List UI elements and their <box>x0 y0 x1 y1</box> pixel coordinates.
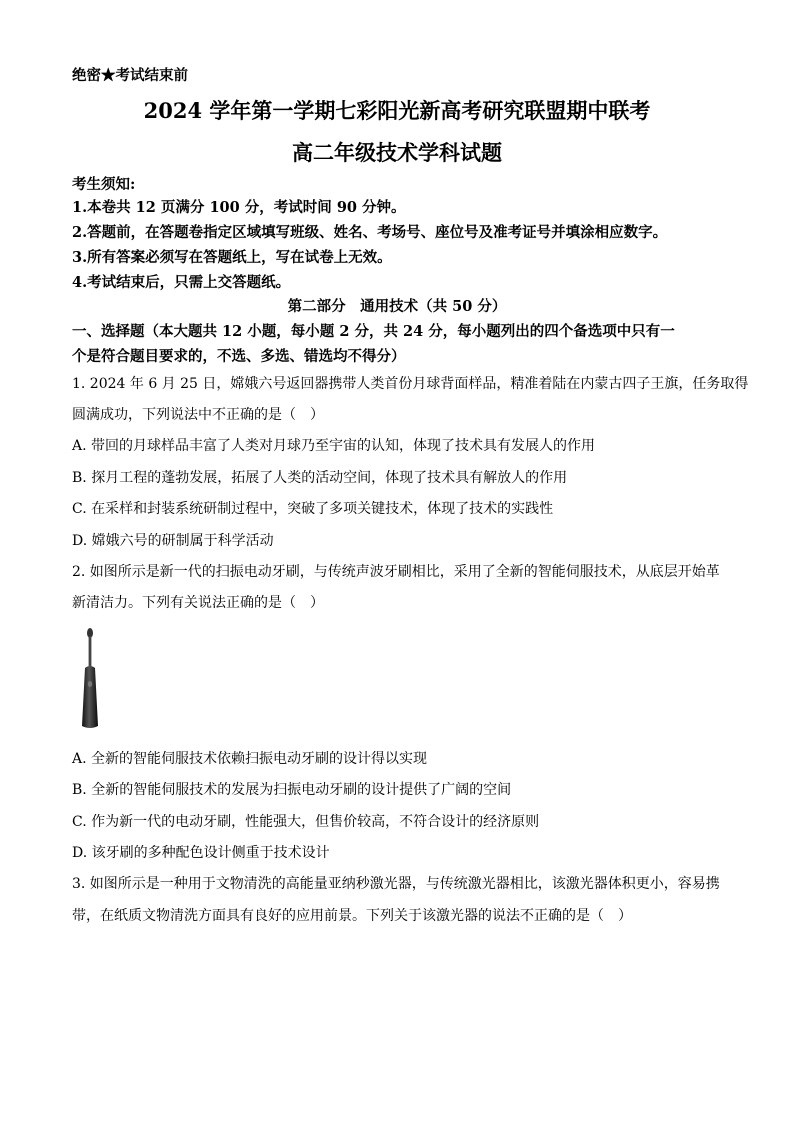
note-item-2: 2.答题前，在答题卷指定区域填写班级、姓名、考场号、座位号及准考证号并填涂相应数字。 <box>72 224 668 241</box>
toothbrush-image <box>76 628 104 730</box>
q2-option-b: B. 全新的智能伺服技术的发展为扫振电动牙刷的设计提供了广阔的空间 <box>72 782 512 798</box>
q2-option-d: D. 该牙刷的多种配色设计侧重于技术设计 <box>72 845 330 861</box>
section-title: 第二部分 通用技术（共 50 分） <box>287 298 507 315</box>
note-item-4: 4.考试结束后，只需上交答题纸。 <box>72 274 291 291</box>
exam-title: 2024 学年第一学期七彩阳光新高考研究联盟期中联考 <box>143 98 651 123</box>
q1-option-a: A. 带回的月球样品丰富了人类对月球乃至宇宙的认知，体现了技术具有发展人的作用 <box>72 438 596 454</box>
note-item-3: 3.所有答案必须写在答题纸上，写在试卷上无效。 <box>72 249 392 266</box>
q1-stem-line2: 圆满成功，下列说法中不正确的是（ ） <box>72 407 324 423</box>
notes-label: 考生须知: <box>72 176 136 193</box>
note-item-1: 1.本卷共 12 页满分 100 分，考试时间 90 分钟。 <box>72 199 406 216</box>
q1-option-b: B. 探月工程的蓬勃发展，拓展了人类的活动空间，体现了技术具有解放人的作用 <box>72 470 568 486</box>
q1-option-c: C. 在采样和封装系统研制过程中，突破了多项关键技术，体现了技术的实践性 <box>72 501 554 517</box>
q3-stem-line1: 3. 如图所示是一种用于文物清洗的高能量亚纳秒激光器，与传统激光器相比，该激光器体积更小，容易携 <box>72 876 720 892</box>
q3-stem-line2: 带，在纸质文物清洗方面具有良好的应用前景。下列关于该激光器的说法不正确的是（ ） <box>72 908 632 924</box>
q2-stem-line1: 2. 如图所示是新一代的扫振电动牙刷，与传统声波牙刷相比，采用了全新的智能伺服技术，从底层开始革 <box>72 564 720 580</box>
section-instruction-line1: 一、选择题（本大题共 12 小题，每小题 2 分，共 24 分，每小题列出的四个备选项中只有一 <box>72 323 675 340</box>
secret-label: 绝密★考试结束前 <box>72 67 188 84</box>
exam-subtitle: 高二年级技术学科试题 <box>292 140 502 165</box>
section-instruction-line2: 个是符合题目要求的，不选、多选、错选均不得分） <box>72 348 406 365</box>
q1-option-d: D. 嫦娥六号的研制属于科学活动 <box>72 533 274 549</box>
q2-option-a: A. 全新的智能伺服技术依赖扫振电动牙刷的设计得以实现 <box>72 751 428 767</box>
q2-option-c: C. 作为新一代的电动牙刷，性能强大，但售价较高，不符合设计的经济原则 <box>72 814 540 830</box>
q1-stem-line1: 1. 2024 年 6 月 25 日，嫦娥六号返回器携带人类首份月球背面样品，精准着陆在内蒙古四子王旗，任务取得 <box>72 376 749 392</box>
q2-stem-line2: 新清洁力。下列有关说法正确的是（ ） <box>72 595 324 611</box>
